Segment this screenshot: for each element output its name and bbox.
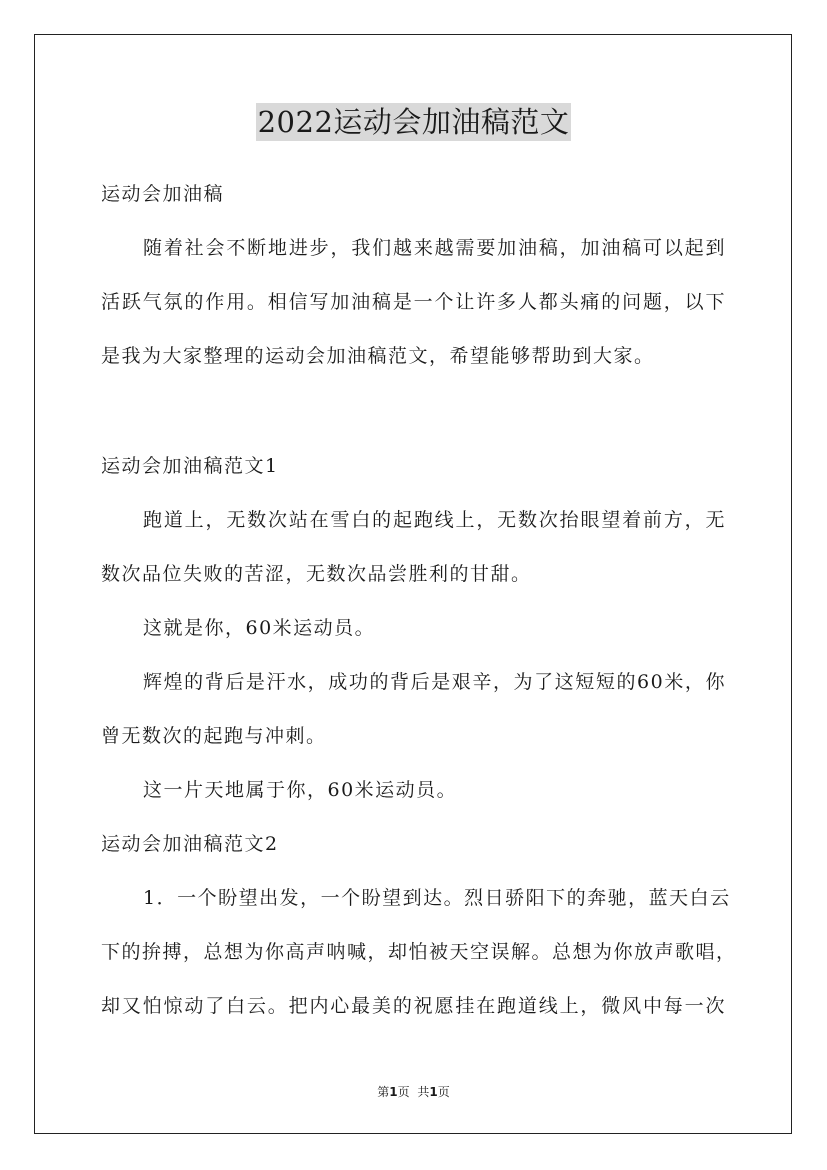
p5-line-3: 却又怕惊动了白云。把内心最美的祝愿挂在跑道线上，微风中每一次 — [101, 995, 726, 1017]
intro-line-3: 是我为大家整理的运动会加油稿范文，希望能够帮助到大家。 — [101, 345, 655, 367]
footer-page-number: 1 — [389, 1085, 398, 1099]
section-heading: 运动会加油稿 — [101, 183, 225, 205]
p2-line: 这就是你，60米运动员。 — [143, 617, 376, 639]
document-title — [0, 103, 827, 141]
intro-line-2: 活跃气氛的作用。相信写加油稿是一个让许多人都头痛的问题，以下 — [101, 291, 726, 313]
document-title-text: 2022运动会加油稿范文 — [257, 105, 570, 139]
footer-page-prefix: 第 — [377, 1085, 390, 1099]
section-heading-1: 运动会加油稿范文1 — [101, 455, 279, 477]
p3-line-2: 曾无数次的起跑与冲刺。 — [101, 725, 327, 747]
footer-total-suffix: 页 — [437, 1085, 450, 1099]
section-heading-2: 运动会加油稿范文2 — [101, 833, 279, 855]
page-footer — [0, 1083, 827, 1100]
footer-total-number: 1 — [429, 1085, 438, 1099]
p1-line-1: 跑道上，无数次站在雪白的起跑线上，无数次抬眼望着前方，无 — [143, 509, 726, 531]
p5-line-1: 1．一个盼望出发，一个盼望到达。烈日骄阳下的奔驰，蓝天白云 — [143, 887, 731, 909]
p5-line-2: 下的拚搏，总想为你高声呐喊，却怕被天空误解。总想为你放声歌唱， — [101, 941, 737, 963]
p4-line: 这一片天地属于你，60米运动员。 — [143, 779, 458, 801]
p1-line-2: 数次品位失败的苦涩，无数次品尝胜利的甘甜。 — [101, 563, 532, 585]
p3-line-1: 辉煌的背后是汗水，成功的背后是艰辛，为了这短短的60米，你 — [143, 671, 726, 693]
footer-total-prefix: 共 — [417, 1085, 430, 1099]
intro-line-1: 随着社会不断地进步，我们越来越需要加油稿，加油稿可以起到 — [143, 237, 726, 259]
footer-page-suffix: 页 — [397, 1085, 410, 1099]
